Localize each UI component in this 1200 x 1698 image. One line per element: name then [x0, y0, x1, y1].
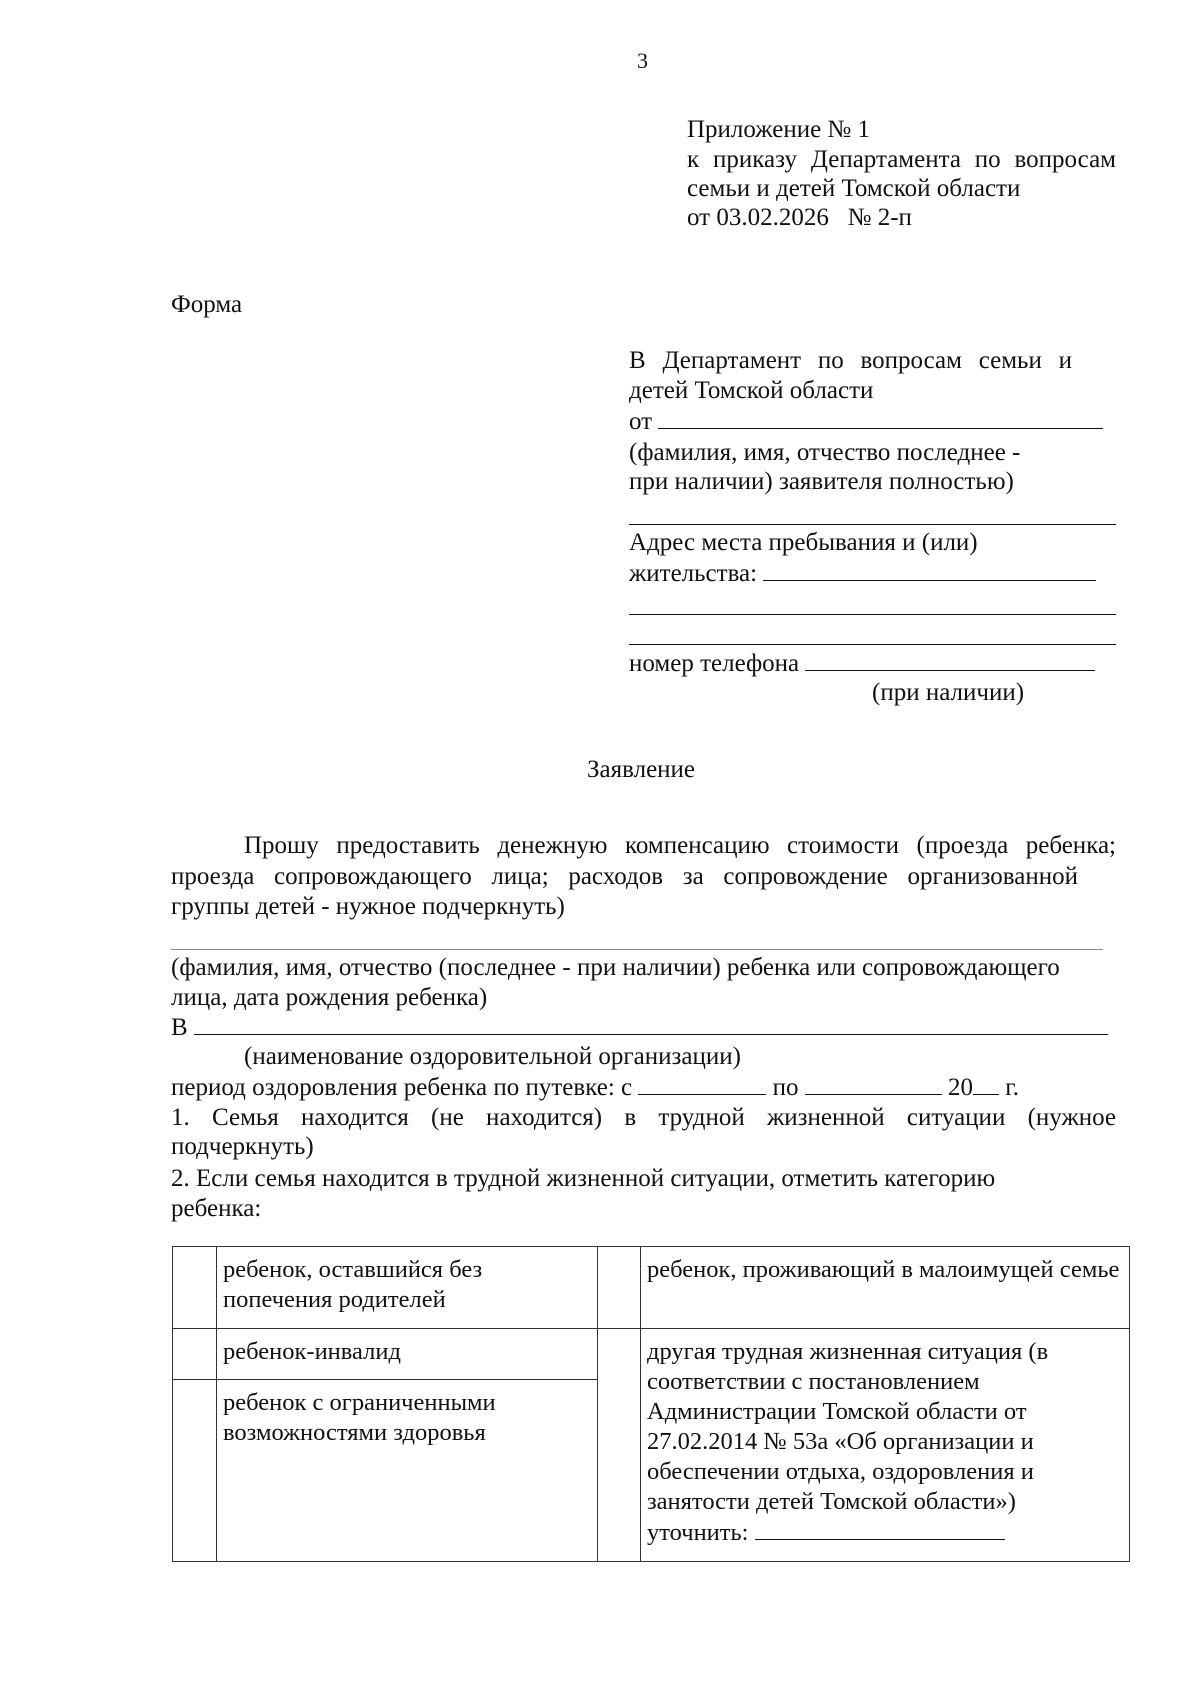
year-label: 20: [948, 1074, 974, 1101]
phone-hint: (при наличии): [872, 679, 1025, 706]
appendix-line: семьи и детей Томской области: [687, 175, 1021, 202]
checkbox-cell[interactable]: [173, 1380, 217, 1562]
year-field[interactable]: [973, 1072, 999, 1095]
address-label: жительства:: [629, 560, 758, 587]
body-text: проезда сопровождающего лица; расходов за сопровождение организованной: [171, 863, 1078, 890]
category-other-situation: [641, 1329, 1130, 1562]
v-label: В: [171, 1014, 188, 1041]
page-number: 3: [637, 48, 648, 73]
address-field-line[interactable]: [629, 614, 1116, 615]
period-to-label: по: [772, 1074, 799, 1101]
specify-field[interactable]: [755, 1517, 1005, 1540]
category-limited-health: ребенок с ограниченными возможностями здоровья: [217, 1380, 598, 1562]
from-label: от: [629, 408, 653, 435]
period-label: период оздоровления ребенка по путевке: с: [171, 1074, 633, 1101]
checkbox-cell[interactable]: [598, 1329, 641, 1562]
specify-label: уточнить:: [647, 1519, 749, 1546]
fio-hint: при наличии) заявителя полностью): [629, 468, 1014, 495]
item-2: ребенка:: [171, 1195, 262, 1222]
document-title: Заявление: [587, 756, 696, 783]
category-table: [172, 1246, 1130, 1562]
checkbox-cell[interactable]: [598, 1247, 641, 1329]
form-label: Форма: [171, 291, 243, 318]
body-text: группы детей - нужное подчеркнуть): [171, 893, 565, 920]
body-text: Прошу предоставить денежную компенсацию стоимости (проезда ребенка;: [244, 832, 1116, 859]
phone-field[interactable]: [805, 648, 1095, 671]
checkbox-cell[interactable]: [173, 1329, 217, 1380]
period-to-field[interactable]: [805, 1072, 942, 1095]
address-field[interactable]: [763, 558, 1096, 581]
item-1: подчеркнуть): [171, 1133, 314, 1160]
organization-hint: (наименование оздоровительной организации): [244, 1043, 741, 1070]
fio-hint: (фамилия, имя, отчество последнее -: [629, 439, 1021, 466]
category-disabled-child: ребенок-инвалид: [217, 1329, 598, 1380]
item-2: 2. Если семья находится в трудной жизненной ситуации, отметить категорию: [171, 1165, 996, 1192]
checkbox-cell[interactable]: [173, 1247, 217, 1329]
addressee-line: В Департамент по вопросам семьи и: [629, 347, 1072, 374]
applicant-name-field[interactable]: [658, 406, 1103, 429]
category-low-income: ребенок, проживающий в малоимущей семье: [641, 1247, 1130, 1329]
child-name-hint: лица, дата рождения ребенка): [171, 984, 488, 1011]
address-label: Адрес места пребывания и (или): [629, 529, 978, 556]
organization-field[interactable]: [194, 1012, 1108, 1035]
appendix-line: Приложение № 1: [687, 116, 871, 143]
year-suffix: г.: [1005, 1074, 1019, 1101]
appendix-date: от 03.02.2026 № 2-п: [687, 204, 912, 231]
appendix-line: к приказу Департамента по вопросам: [687, 146, 1116, 173]
address-field-line[interactable]: [629, 644, 1116, 645]
phone-label: номер телефона: [629, 650, 800, 677]
category-other-text: другая трудная жизненная ситуация (в соответствии с постановлением Администрации Томской области от 27.02.2014 № 53а «Об организации и обеспечении отдыха, оздоровления и занятости детей Томской области»): [647, 1338, 1049, 1515]
period-from-field[interactable]: [638, 1072, 766, 1095]
addressee-line: детей Томской области: [629, 377, 874, 404]
child-name-hint: (фамилия, имя, отчество (последнее - при наличии) ребенка или сопровождающего: [171, 954, 1060, 981]
child-name-field[interactable]: [171, 949, 1103, 950]
category-no-parental-care: ребенок, оставшийся без попечения родителей: [217, 1247, 598, 1329]
item-1: 1. Семья находится (не находится) в трудной жизненной ситуации (нужное: [171, 1104, 1116, 1131]
applicant-name-field-line[interactable]: [629, 524, 1116, 525]
